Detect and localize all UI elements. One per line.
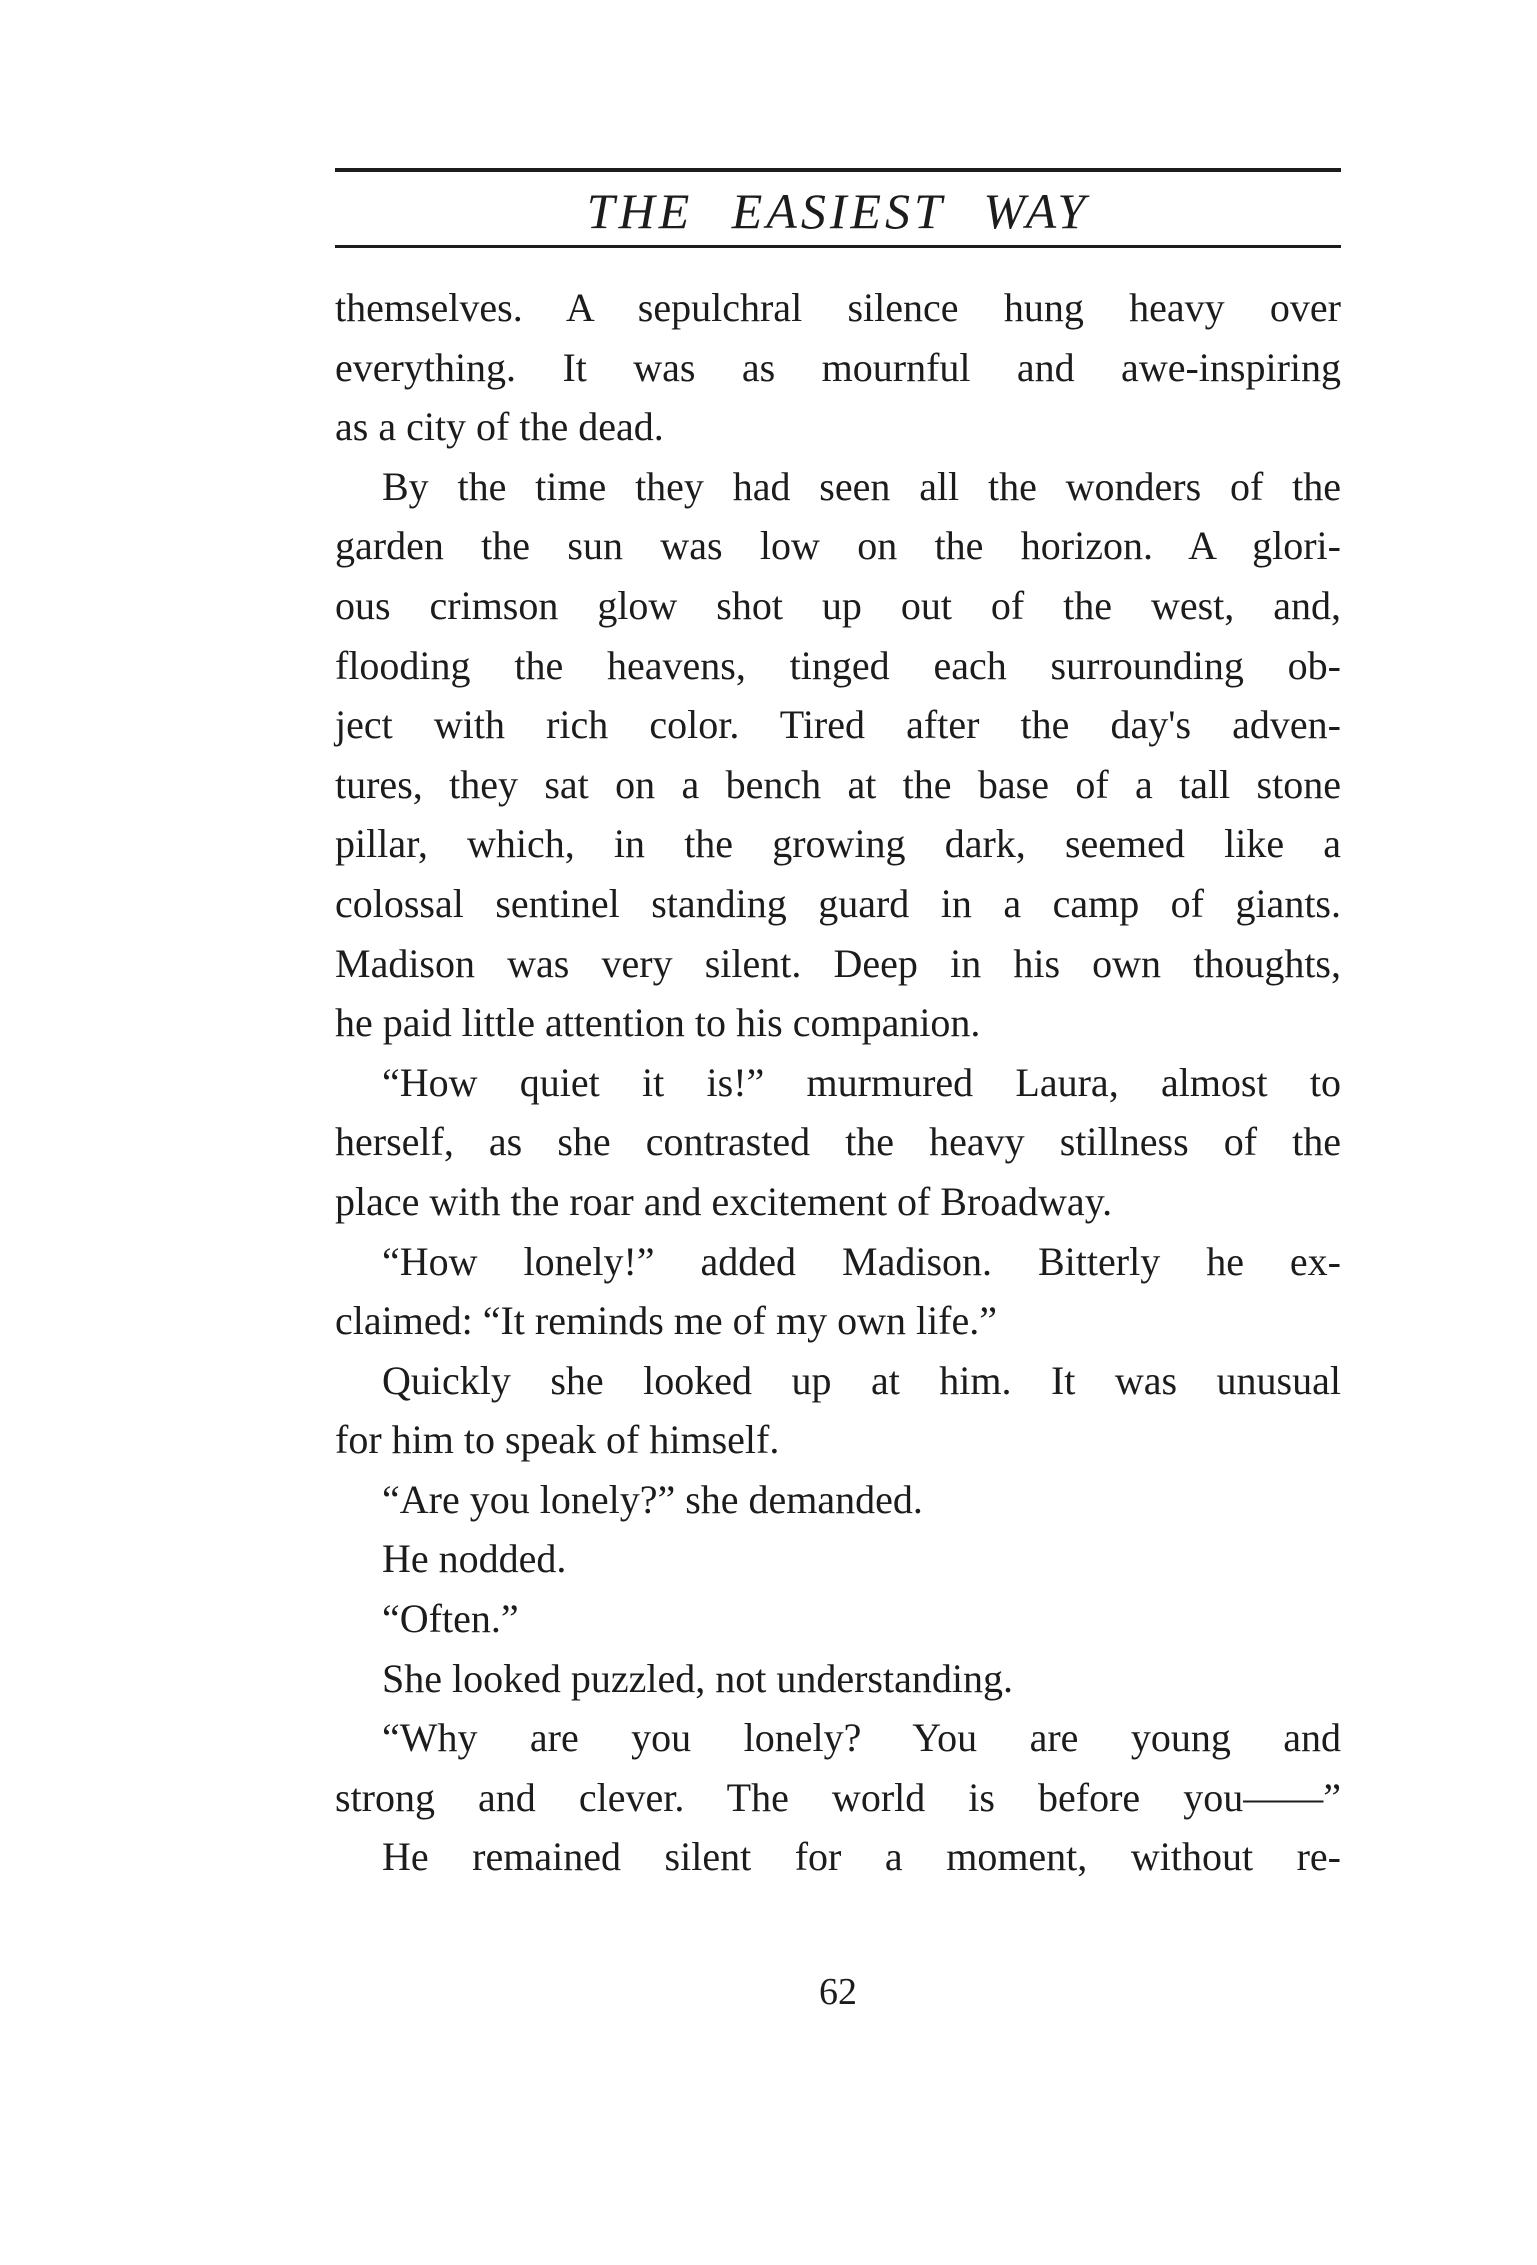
text-line: He nodded. xyxy=(382,1536,567,1582)
text-line: place with the roar and excitement of Broadway. xyxy=(335,1178,1113,1224)
text-line: ject with rich color. Tired after the day's adven- xyxy=(335,702,1341,748)
header-rule-top xyxy=(335,168,1341,172)
text-line: ous crimson glow shot up out of the west, and, xyxy=(335,582,1341,628)
text-line: colossal sentinel standing guard in a camp of giants. xyxy=(335,880,1341,926)
text-line: he paid little attention to his companion. xyxy=(335,1000,981,1046)
running-title: THE EASIEST WAY xyxy=(586,183,1090,239)
text-line: everything. It was as mournful and awe-inspiring xyxy=(335,344,1341,390)
text-line: garden the sun was low on the horizon. A glori- xyxy=(335,523,1341,569)
text-line: He remained silent for a moment, without re- xyxy=(382,1834,1341,1880)
text-line: “How quiet it is!” murmured Laura, almost to xyxy=(382,1059,1341,1105)
text-line: herself, as she contrasted the heavy stillness of the xyxy=(335,1119,1341,1165)
text-line: flooding the heavens, tinged each surrounding ob- xyxy=(335,642,1341,688)
text-line: “How lonely!” added Madison. Bitterly he ex- xyxy=(382,1238,1341,1284)
text-line: Quickly she looked up at him. It was unusual xyxy=(382,1357,1341,1403)
text-line: strong and clever. The world is before you——” xyxy=(335,1774,1341,1820)
text-line: “Why are you lonely? You are young and xyxy=(382,1715,1341,1761)
text-line: She looked puzzled, not understanding. xyxy=(382,1655,1013,1701)
page-number: 62 xyxy=(819,1971,857,2013)
header-rule-bottom xyxy=(335,245,1341,248)
text-line: “Often.” xyxy=(382,1596,519,1642)
text-line: for him to speak of himself. xyxy=(335,1417,780,1463)
body-text xyxy=(335,278,1341,1887)
text-line: “Are you lonely?” she demanded. xyxy=(382,1476,923,1522)
text-line: Madison was very silent. Deep in his own thoughts, xyxy=(335,940,1341,986)
text-line: as a city of the dead. xyxy=(335,404,664,450)
text-line: pillar, which, in the growing dark, seemed like a xyxy=(335,821,1341,867)
text-line: By the time they had seen all the wonders of the xyxy=(382,463,1341,509)
text-line: claimed: “It reminds me of my own life.” xyxy=(335,1298,998,1344)
text-line: tures, they sat on a bench at the base of a tall stone xyxy=(335,761,1341,807)
text-line: themselves. A sepulchral silence hung heavy over xyxy=(335,285,1341,330)
